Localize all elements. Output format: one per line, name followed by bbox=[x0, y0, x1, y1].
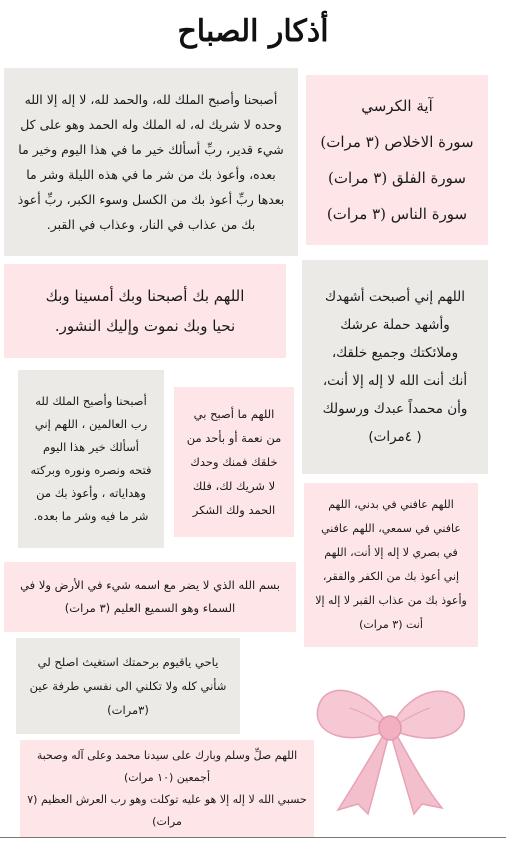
card-line: شر ما فيه وشر ما بعده. bbox=[33, 509, 149, 523]
card-line: رب العالمين ، اللهم إني bbox=[34, 417, 148, 431]
card-line: وأشهد حملة عرشك bbox=[340, 317, 450, 333]
page-title: أذكار الصباح bbox=[177, 14, 329, 49]
card-line: مرات) bbox=[152, 815, 182, 828]
card-line: وأعوذ بك من عذاب القبر لا إله إلا bbox=[315, 594, 467, 607]
card-line: أنك أنت الله لا إله إلا أنت، bbox=[322, 373, 468, 389]
card-line: آية الكرسي bbox=[361, 97, 433, 115]
card-ma-asbaha-bi bbox=[174, 387, 294, 537]
card-line: ( ٤مرات) bbox=[368, 429, 422, 445]
card-ayat-al-kursi bbox=[306, 75, 488, 245]
card-ushhiduk bbox=[302, 260, 488, 474]
card-line: اللهم ما أصبح بي bbox=[193, 407, 275, 421]
card-line: ياحي ياقيوم برحمتك استغيث اصلح لي bbox=[37, 655, 219, 669]
card-line: أصبحنا وأصبح الملك لله، والحمد لله، لا إله إلا الله bbox=[24, 92, 278, 107]
card-line: أجمعين (١٠ مرات) bbox=[124, 771, 211, 784]
card-bismillah bbox=[4, 562, 296, 632]
card-line: خلقك فمنك وحدك bbox=[190, 455, 278, 469]
card-line: نحيا وبك نموت وإليك النشور. bbox=[54, 317, 236, 335]
card-line: اللهم إني أصبحت أشهدك bbox=[325, 289, 465, 305]
card-line: من نعمة أو بأحد من bbox=[186, 431, 282, 445]
card-line: اللهم بك أصبحنا وبك أمسينا وبك bbox=[45, 287, 245, 305]
card-bika-asbahna bbox=[4, 264, 286, 358]
card-line: (٣مرات) bbox=[107, 703, 149, 717]
card-line: أسألك خير هذا اليوم bbox=[43, 440, 139, 454]
card-afini bbox=[304, 483, 478, 647]
card-line: بسم الله الذي لا يضر مع اسمه شيء في الأرض ولا في bbox=[20, 578, 280, 592]
card-line: سورة الناس (٣ مرات) bbox=[326, 205, 468, 223]
bottom-divider bbox=[0, 837, 506, 838]
card-khayra-hadha-alyawm bbox=[18, 370, 164, 548]
card-line: حسبي الله لا إله إلا هو عليه توكلت وهو رب العرش العظيم (٧ bbox=[27, 793, 307, 806]
card-line: عافني في سمعي، اللهم عافني bbox=[321, 522, 461, 535]
ribbon-bow-icon bbox=[310, 668, 470, 818]
card-ya-hayy bbox=[16, 638, 240, 734]
card-line: سورة الاخلاص (٣ مرات) bbox=[320, 133, 474, 151]
card-line: فتحه ونصره ونوره وبركته bbox=[30, 463, 152, 477]
card-line: وملائكتك وجميع خلقك، bbox=[331, 345, 459, 361]
card-line: اللهم عافني في بدني، اللهم bbox=[328, 498, 454, 511]
card-line: بعده، وأعوذ بك من شر ما في هذه الليلة وشر ما bbox=[26, 167, 276, 182]
card-line: وحده لا شريك له، له الملك وله الحمد وهو على كل bbox=[20, 117, 282, 132]
card-line: وهداياته ، وأعوذ بك من bbox=[36, 486, 146, 500]
card-line: السماء وهو السميع العليم (٣ مرات) bbox=[64, 601, 236, 615]
card-salawat-hasbi bbox=[20, 740, 314, 838]
card-line: لا شريك لك، فلك bbox=[192, 479, 276, 493]
card-line: أصبحنا وأصبح الملك لله bbox=[35, 394, 147, 408]
card-line: اللهم صلِّ وسلم وبارك على سيدنا محمد وعلى آله وصحبة bbox=[36, 749, 298, 762]
card-line: بعدها ربِّ أعوذ بك من الكسل وسوء الكبر، ربِّ أعوذ bbox=[17, 192, 285, 207]
card-line: أنت (٣ مرات) bbox=[359, 618, 423, 631]
card-line: في بصري لا إله إلا أنت، اللهم bbox=[324, 546, 458, 559]
card-line: الحمد ولك الشكر bbox=[192, 503, 276, 517]
card-line: بك من عذاب في النار، وعذاب في القبر. bbox=[46, 217, 256, 232]
card-line: إني أعوذ بك من الكفر والفقر، bbox=[322, 570, 460, 583]
card-line: سورة الفلق (٣ مرات) bbox=[328, 169, 466, 187]
card-line: شأني كله ولا تكلني الى نفسي طرفة عين bbox=[29, 679, 227, 693]
card-asbahna-wa-asbaha bbox=[4, 68, 298, 256]
card-line: شيء قدير، ربِّ أسألك خير ما في هذا اليوم وخير ما bbox=[18, 142, 284, 157]
card-line: وأن محمداً عبدك ورسولك bbox=[322, 401, 468, 417]
